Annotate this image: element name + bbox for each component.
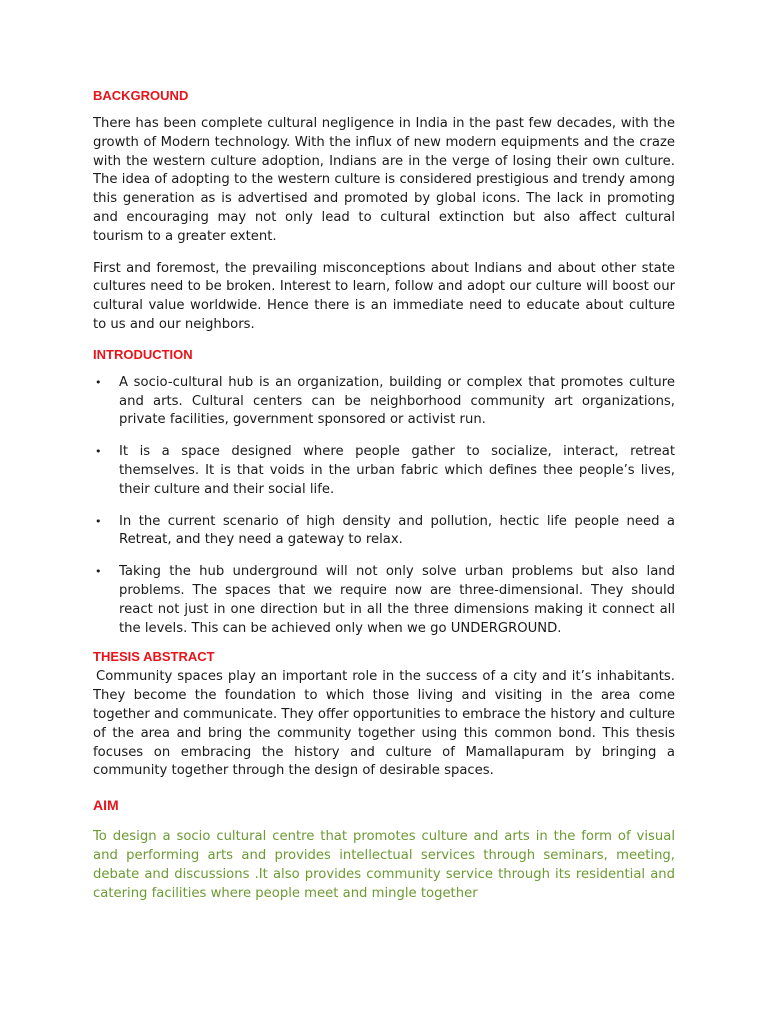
thesis-abstract-text: Community spaces play an important role in the success of a city and it’s inhabitants. They become the foundation to which those living and visiting in the area come together and communicate. They offer opportunities to embrace the history and culture of the area and bring the community together using this common bond. This thesis focuses on embracing the history and culture of Mamallapuram by bringing a community together through the design of desirable spaces. [93, 669, 675, 779]
introduction-bullet-2 [93, 443, 675, 499]
bullet-icon: • [95, 375, 102, 389]
introduction-heading: INTRODUCTION [93, 346, 193, 362]
aim-text: To design a socio cultural centre that promotes culture and arts in the form of visual and performing arts and provides intellectual services through seminars, meeting, debate and discussions .It also provides community service through its residential and catering facilities where people meet and mingle together [93, 829, 675, 901]
introduction-bullet-text: In the current scenario of high density and pollution, hectic life people need a Retreat, and they need a gateway to relax. [119, 513, 675, 548]
background-paragraph-1: There has been complete cultural negligence in India in the past few decades, with the growth of Modern technology. With the influx of new modern equipments and the craze with the western culture adoption, Indians are in the verge of losing their own culture. The idea of adopting to the western culture is considered prestigious and trendy among this generation as is advertised and promoted by global icons. The lack in promoting and encouraging may not only lead to cultural extinction but also affect cultural tourism to a greater extent. [93, 116, 675, 244]
background-paragraph-2: First and foremost, the prevailing misconceptions about Indians and about other state cultures need to be broken. Interest to learn, follow and adopt our culture will boost our cultural value worldwide. Hence there is an immediate need to educate about culture to us and our neighbors. [93, 260, 675, 332]
introduction-bullet-1 [93, 374, 675, 430]
thesis-abstract-heading: THESIS ABSTRACT [93, 649, 215, 665]
introduction-bullet-text: It is a space designed where people gather to socialize, interact, retreat themselves. It is that voids in the urban fabric which defines thee people’s lives, their culture and their social life. [119, 444, 675, 497]
aim-heading: AIM [93, 797, 119, 814]
background-heading: BACKGROUND [93, 88, 189, 103]
introduction-list [93, 374, 675, 639]
introduction-bullet-3 [93, 513, 675, 551]
introduction-bullet-text: Taking the hub underground will not only solve urban problems but also land problems. The spaces that we require now are three-dimensional. They should react not just in one direction but in all the three dimensions making it connect all the levels. This can be achieved only when we go UNDERGROUND. [119, 564, 675, 636]
bullet-icon: • [95, 565, 102, 579]
bullet-icon: • [95, 514, 102, 528]
introduction-bullet-text: A socio-cultural hub is an organization, building or complex that promotes culture and arts. Cultural centers can be neighborhood community art organizations, private facilities, government sponsored or activist run. [119, 374, 675, 428]
introduction-bullet-4 [93, 563, 675, 638]
bullet-icon: • [95, 445, 102, 459]
